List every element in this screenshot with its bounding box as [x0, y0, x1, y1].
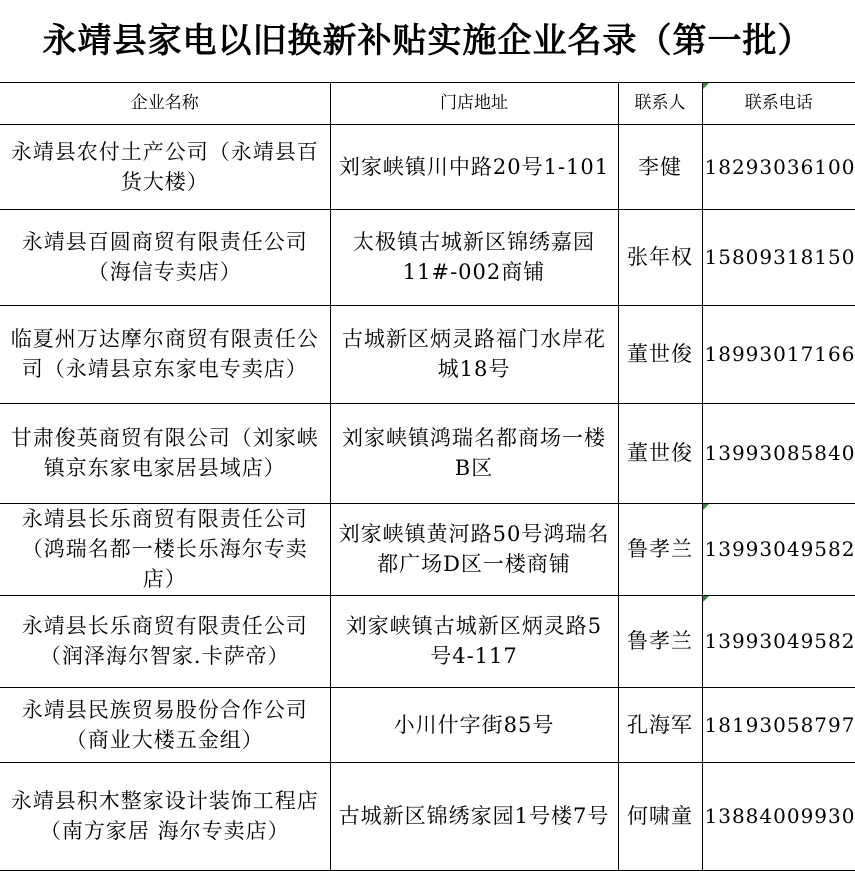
phone-cell[interactable]: 13993049582 — [702, 503, 855, 595]
table-row — [0, 305, 855, 403]
contact-cell[interactable]: 何啸童 — [618, 762, 702, 870]
table-row — [0, 762, 855, 870]
company-cell[interactable]: 临夏州万达摩尔商贸有限责任公司（永靖县京东家电专卖店） — [0, 305, 330, 403]
address-cell[interactable]: 刘家峡镇古城新区炳灵路5号4-117 — [330, 595, 618, 687]
phone-cell[interactable]: 18193058797 — [702, 687, 855, 762]
contact-cell[interactable]: 鲁孝兰 — [618, 503, 702, 595]
table-row — [0, 209, 855, 305]
company-cell[interactable]: 永靖县积木整家设计装饰工程店（南方家居 海尔专卖店） — [0, 762, 330, 870]
phone-cell[interactable]: 15809318150 — [702, 209, 855, 305]
address-cell[interactable]: 刘家峡镇鸿瑞名都商场一楼B区 — [330, 403, 618, 503]
address-cell[interactable]: 古城新区锦绣家园1号楼7号 — [330, 762, 618, 870]
contact-cell[interactable]: 鲁孝兰 — [618, 595, 702, 687]
table-row — [0, 687, 855, 762]
header-row — [0, 83, 855, 124]
header-company[interactable]: 企业名称 — [0, 83, 330, 124]
page-title: 永靖县家电以旧换新补贴实施企业名录（第一批） — [0, 0, 855, 83]
contact-cell[interactable]: 张年权 — [618, 209, 702, 305]
header-phone[interactable]: 联系电话 — [702, 83, 855, 124]
contact-cell[interactable]: 董世俊 — [618, 305, 702, 403]
header-address[interactable]: 门店地址 — [330, 83, 618, 124]
address-cell[interactable]: 刘家峡镇川中路20号1-101 — [330, 124, 618, 209]
company-cell[interactable]: 永靖县民族贸易股份合作公司（商业大楼五金组） — [0, 687, 330, 762]
header-contact[interactable]: 联系人 — [618, 83, 702, 124]
phone-cell[interactable]: 13993049582 — [702, 595, 855, 687]
company-cell[interactable]: 永靖县长乐商贸有限责任公司（鸿瑞名都一楼长乐海尔专卖店） — [0, 503, 330, 595]
phone-cell[interactable]: 13884009930 — [702, 762, 855, 870]
company-cell[interactable]: 永靖县百圆商贸有限责任公司（海信专卖店） — [0, 209, 330, 305]
contact-cell[interactable]: 孔海军 — [618, 687, 702, 762]
table-row — [0, 595, 855, 687]
phone-cell[interactable]: 18293036100 — [702, 124, 855, 209]
company-cell[interactable]: 永靖县农付土产公司（永靖县百货大楼） — [0, 124, 330, 209]
phone-cell[interactable]: 18993017166 — [702, 305, 855, 403]
address-cell[interactable]: 古城新区炳灵路福门水岸花城18号 — [330, 305, 618, 403]
table-row — [0, 503, 855, 595]
address-cell[interactable]: 太极镇古城新区锦绣嘉园11#-002商铺 — [330, 209, 618, 305]
company-cell[interactable]: 甘肃俊英商贸有限公司（刘家峡镇京东家电家居县域店） — [0, 403, 330, 503]
address-cell[interactable]: 刘家峡镇黄河路50号鸿瑞名都广场D区一楼商铺 — [330, 503, 618, 595]
contact-cell[interactable]: 董世俊 — [618, 403, 702, 503]
enterprise-table — [0, 83, 855, 871]
address-cell[interactable]: 小川什字街85号 — [330, 687, 618, 762]
table-row — [0, 403, 855, 503]
company-cell[interactable]: 永靖县长乐商贸有限责任公司（润泽海尔智家.卡萨帝） — [0, 595, 330, 687]
contact-cell[interactable]: 李健 — [618, 124, 702, 209]
phone-cell[interactable]: 13993085840 — [702, 403, 855, 503]
table-row — [0, 124, 855, 209]
